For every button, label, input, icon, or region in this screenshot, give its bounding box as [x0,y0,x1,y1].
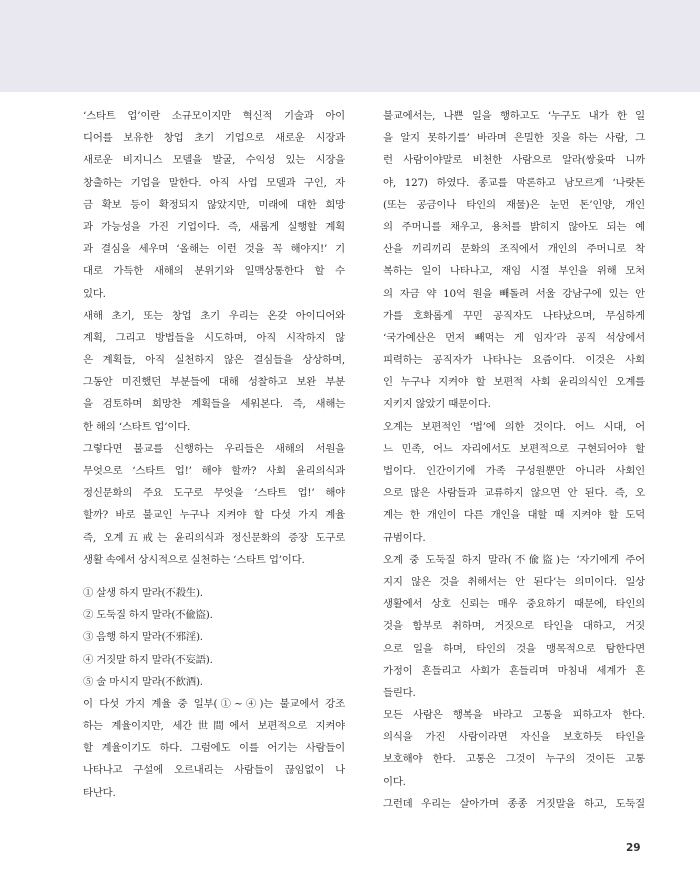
paragraph [383,704,645,793]
text-line: 그렇다면 불교를 신행하는 우리들은 새해의 서원을 [83,442,345,455]
text-line: 지지 않은 것을 취해서는 안 된다’는 의미이다. 일상 [383,575,645,588]
left-column [83,105,345,804]
text-line: 의식을 가진 사람이라면 자신을 보호하듯 타인을 [383,731,645,744]
paragraph [83,438,345,571]
precept-list [83,582,345,693]
paragraph [83,105,345,305]
text-line: (또는 공금이나 타인의 재물)은 눈먼 돈’인양, 개인 [383,198,645,211]
text-line: 하는 계율이지만, 세간世間에서 보편적으로 지켜야 [83,720,345,733]
text-line: 으로 일을 하며, 타인의 것을 맹목적으로 탐한다면 [383,642,645,655]
text-line: 들린다. [383,686,416,699]
text-line: 과 결심을 세우며 ‘올해는 이런 것을 꼭 해야지!’ 기 [83,243,345,256]
text-line: 그동안 미진했던 부분들에 대해 성찰하고 보완 부분 [83,376,345,389]
text-line: 느 민족, 어느 자리에서도 보편적으로 구현되어야 할 [383,442,645,455]
header-band [0,0,700,92]
text-line: 대로 가득한 새해의 분위기와 일맥상통한다 할 수 [83,265,345,278]
text-line: 보호해야 한다. 고통은 그것이 누구의 것이든 고통 [383,753,645,766]
text-line: 새해 초기, 또는 창업 초기 우리는 온갖 아이디어와 [83,309,345,322]
text-line: 인 누구나 지켜야 할 보편적 사회 윤리의식인 오계를 [383,376,645,389]
text-line: 할까? 바로 불교인 누구나 지켜야 할 다섯 가지 계율 [83,509,345,522]
text-line: 이다. [383,775,406,788]
text-line: 런 사람이야말로 비천한 사람으로 알라(쌍윳따 니까 [383,154,645,167]
paragraph [383,105,645,416]
text-line: 피력하는 공직자가 나타나는 요즘이다. 이것은 사회 [383,354,645,367]
text-line: 나타나고 구설에 오르내리는 사람들이 끊임없이 나 [83,764,345,777]
text-line: 가정이 흔들리고 사회가 흔들리며 마침내 세계가 흔 [383,664,645,677]
text-line: 의 자금 약 10억 원을 빼돌려 서울 강남구에 있는 안 [383,287,645,300]
text-line: ‘스타트 업’이란 소규모이지만 혁신적 기술과 아이 [83,110,345,122]
text-line: 정신문화의 주요 도구로 무엇을 ‘스타트 업!’ 해야 [83,487,345,500]
text-line: 야, 127) 하였다. 종교를 막론하고 남모르게 ‘나랏돈 [383,176,645,189]
text-line: 계획, 그리고 방법들을 시도하며, 아직 시작하지 않 [83,331,345,344]
paragraph-gap [83,571,345,582]
text-line: 의 주머니를 채우고, 용처를 밝히지 않아도 되는 예 [383,220,645,233]
text-line: 생활에서 상호 신뢰는 매우 중요하기 때문에, 타인의 [383,598,645,611]
right-column [383,105,645,815]
text-line: 산을 끼리끼리 문화의 조직에서 개인의 주머니로 착 [383,243,645,256]
text-line: 할 계율이기도 하다. 그럼에도 이를 어기는 사람들이 [83,742,345,755]
text-line: 지키지 않았기 때문이다. [383,398,491,411]
list-item: ④ 거짓말 하지 말라(不妄語). [83,653,213,666]
text-line: 즉, 오계五戒는 윤리의식과 정신문화의 증장 도구로 [83,531,345,544]
text-line: 은 계획들, 아직 실천하지 않은 결심들을 상상하며, [83,354,345,367]
text-line: 타난다. [83,786,116,799]
text-line: 불교에서는, 나쁜 일을 행하고도 ‘누구도 내가 한 일 [383,110,645,122]
text-line: 무엇으로 ‘스타트 업!’ 해야 할까? 사회 윤리의식과 [83,465,345,477]
text-line: 으로 많은 사람들과 교류하지 않으면 안 된다. 즉, 오 [383,487,645,500]
text-line: 규범이다. [383,531,426,544]
text-line: ‘국가예산은 먼저 빼먹는 게 임자’라 공직 석상에서 [383,331,645,344]
text-line: 오계 중 도둑질 하지 말라(不偸盜)는 ‘자기에게 주어 [383,553,645,566]
text-line: 금 확보 등이 확정되지 않았지만, 미래에 대한 희망 [83,198,345,211]
text-line: 이 다섯 가지 계율 중 일부(①~④)는 불교에서 강조 [83,697,345,710]
paragraph [83,305,345,438]
text-line: 오계는 보편적인 ‘법’에 의한 것이다. 어느 시대, 어 [383,420,645,433]
list-item: ⑤ 술 마시지 말라(不飮酒). [83,675,203,688]
text-line: 복하는 일이 나타나고, 재임 시절 부인을 위해 모처 [383,265,645,278]
text-line: 법이다. 인간이기에 가족 구성원뿐만 아니라 사회인 [383,465,645,477]
paragraph [383,793,645,815]
text-line: 그런데 우리는 살아가며 종종 거짓말을 하고, 도둑질 [383,797,645,810]
list-item: ① 살생 하지 말라(不殺生). [83,586,203,599]
list-item: ② 도둑질 하지 말라(不偸盜). [83,609,213,622]
text-line: 생활 속에서 상시적으로 실천하는 ‘스타트 업’이다. [83,553,305,566]
text-line: 한 해의 ‘스타트 업’이다. [83,420,191,433]
paragraph [83,693,345,804]
text-line: 모든 사람은 행복을 바라고 고통을 피하고자 한다. [383,709,645,722]
paragraph [383,549,645,704]
page-number: 29 [626,842,641,854]
list-item: ③ 음행 하지 말라(不邪淫). [83,631,203,644]
paragraph [383,416,645,549]
text-line: 가를 호화롭게 꾸민 공직자도 나타났으며, 무심하게 [383,309,645,322]
text-line: 새로운 비지니스 모델을 발굴, 수익성 있는 시장을 [83,154,345,167]
text-line: 것을 함부로 취하며, 거짓으로 타인을 대하고, 거짓 [383,620,645,633]
text-line: 창출하는 기업을 말한다. 아직 사업 모델과 구인, 자 [83,176,345,189]
text-line: 디어를 보유한 창업 초기 기업으로 새로운 시장과 [83,132,345,145]
text-line: 을 알지 못하기를’ 바라며 은밀한 짓을 하는 사람, 그 [383,132,645,145]
text-line: 계는 한 개인이 다른 개인을 대할 때 지켜야 할 도덕 [383,509,645,522]
text-line: 있다. [83,287,106,300]
text-line: 을 검토하며 희망찬 계획들을 세워본다. 즉, 새해는 [83,398,345,411]
text-line: 과 가능성을 가진 기업이다. 즉, 새롭게 실행할 계획 [83,220,345,233]
